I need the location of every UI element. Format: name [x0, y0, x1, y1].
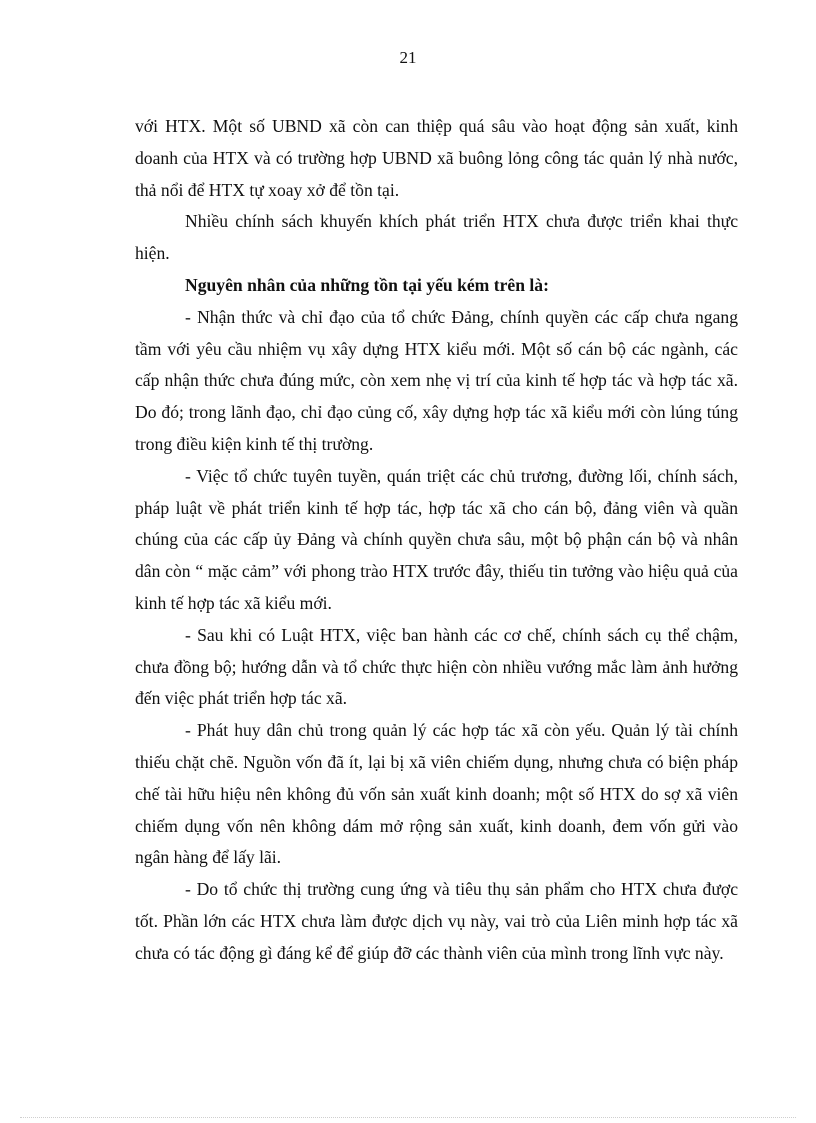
page-bottom-divider: [20, 1117, 796, 1118]
paragraph-cause-democracy: - Phát huy dân chủ trong quản lý các hợp tác xã còn yếu. Quản lý tài chính thiếu chặt chẽ. Nguồn vốn đã ít, lại bị xã viên chiếm dụng, nhưng chưa có biện pháp chế tài hữu hiệu nên không đủ vốn sản xuất kinh doanh; một số HTX do sợ xã viên chiếm dụng vốn nên không dám mở rộng sản xuất, kinh doanh, đem vốn gửi vào ngân hàng để lấy lãi.: [135, 720, 738, 868]
section-heading-causes: Nguyên nhân của những tồn tại yếu kém trên là:: [185, 274, 549, 295]
paragraph-cause-propaganda: - Việc tổ chức tuyên tuyền, quán triệt các chủ trương, đường lối, chính sách, pháp luật về phát triển kinh tế hợp tác, hợp tác xã cho cán bộ, đảng viên và quần chúng của các cấp ủy Đảng và chính quyền chưa sâu, một bộ phận cán bộ và nhân dân còn “ mặc cảm” với phong trào HTX trước đây, thiếu tin tưởng vào hiệu quả của kinh tế hợp tác xã kiểu mới.: [135, 465, 738, 613]
paragraph-cause-awareness: - Nhận thức và chỉ đạo của tổ chức Đảng, chính quyền các cấp chưa ngang tầm với yêu cầu nhiệm vụ xây dựng HTX kiểu mới. Một số cán bộ các ngành, các cấp nhận thức chưa đúng mức, còn xem nhẹ vị trí của kinh tế hợp tác và hợp tác xã. Do đó; trong lãnh đạo, chỉ đạo củng cố, xây dựng hợp tác xã kiểu mới còn lúng túng trong điều kiện kinh tế thị trường.: [135, 306, 738, 454]
paragraph-continuation: với HTX. Một số UBND xã còn can thiệp quá sâu vào hoạt động sản xuất, kinh doanh của HTX và có trường hợp UBND xã buông lỏng công tác quản lý nhà nước, thả nổi để HTX tự xoay xở để tồn tại.: [135, 116, 738, 200]
paragraph-cause-market: - Do tổ chức thị trường cung ứng và tiêu thụ sản phẩm cho HTX chưa được tốt. Phần lớn các HTX chưa làm được dịch vụ này, vai trò của Liên minh hợp tác xã chưa có tác động gì đáng kể để giúp đỡ các thành viên của mình trong lĩnh vực này.: [135, 879, 738, 963]
document-body: [135, 111, 738, 970]
paragraph-cause-law: - Sau khi có Luật HTX, việc ban hành các cơ chế, chính sách cụ thể chậm, chưa đồng bộ; hướng dẫn và tổ chức thực hiện còn nhiều vướng mắc làm ảnh hưởng đến việc phát triển hợp tác xã.: [135, 624, 738, 709]
page-number: 21: [399, 48, 417, 67]
paragraph-policy: Nhiều chính sách khuyến khích phát triển HTX chưa được triển khai thực hiện.: [135, 211, 738, 264]
